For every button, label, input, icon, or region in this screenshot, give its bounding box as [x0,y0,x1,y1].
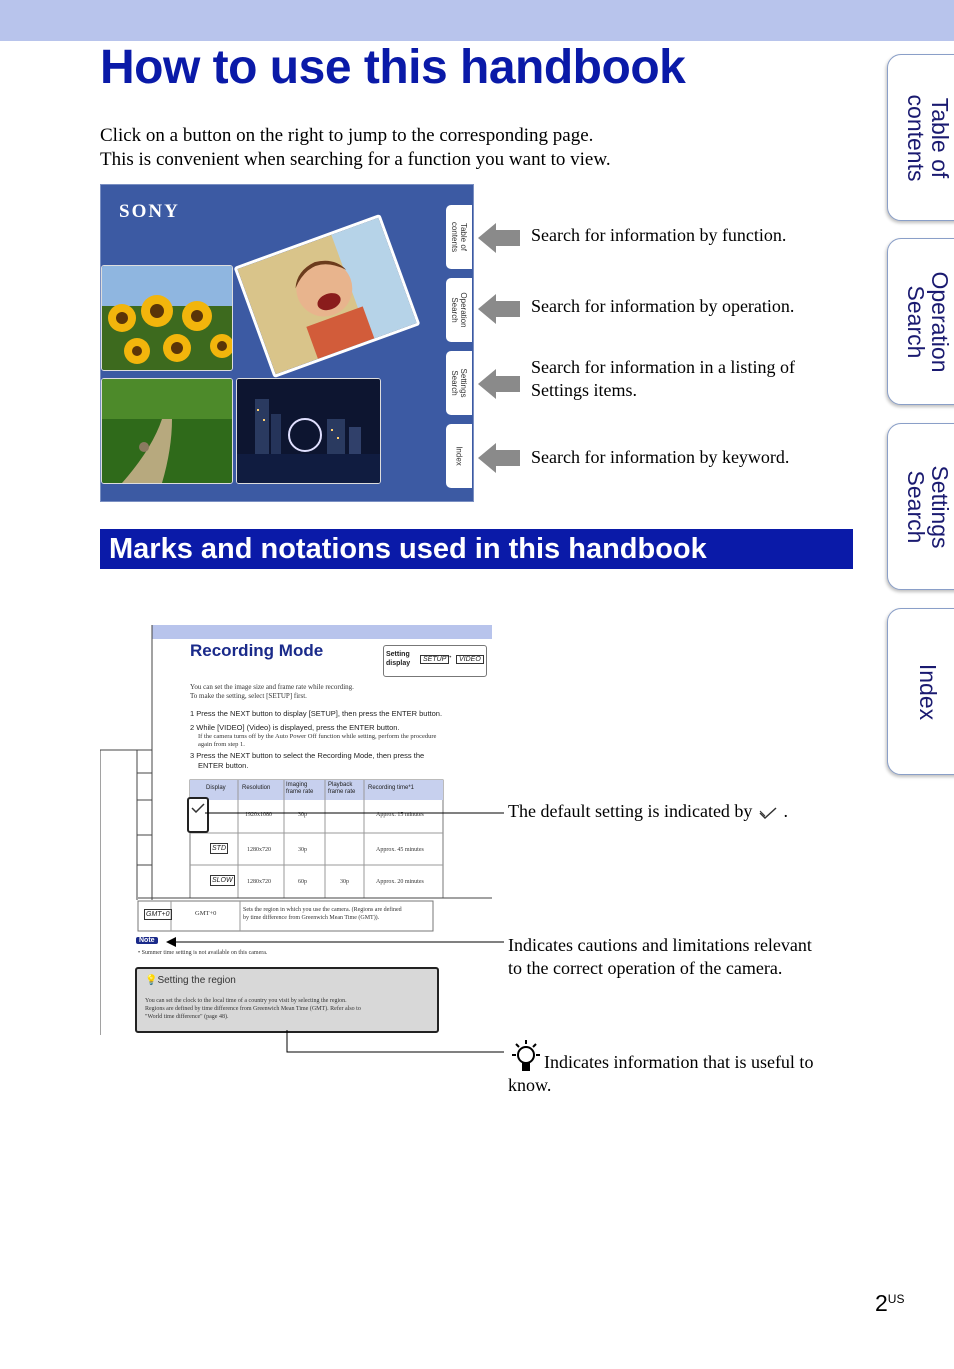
cover-tab-label: Operation Search [450,292,468,328]
sample-intro [190,683,354,701]
page-title: How to use this handbook [100,41,686,94]
description-line: Search for information by keyword. [531,447,790,467]
section-title: Marks and notations used in this handbook [109,533,707,565]
description-line: Search for information in a listing of [531,357,795,377]
setup-menu-icon: SETUP [420,655,449,664]
sample-intro-line: To make the setting, select [SETUP] first. [190,692,307,700]
tab-settings-search[interactable] [887,423,954,590]
arrow-description-operation [531,295,794,318]
sample-steps [190,709,442,771]
note-line: If the camera turns off by the Auto Power Off function while setting, perform the procedure [198,733,437,740]
description-line: Search for information by operation. [531,296,795,316]
intro-line-1: Click on a button on the right to jump to the corresponding page. [100,125,594,146]
std-mode-icon: STD [212,845,226,852]
tab-label: Operation Search [903,270,953,373]
callout-line: know. [508,1075,552,1095]
checkmark-icon [191,803,205,813]
step-3-cont: ENTER button. [198,761,249,770]
table-cell: Approx. 20 minutes [376,879,424,885]
top-bar [0,0,954,41]
step-2-note [190,733,442,749]
table-cell: Approx. 15 minutes [376,812,424,818]
intro-line-2: This is convenient when searching for a function you want to view. [100,149,611,170]
intro-text [100,124,611,172]
callout-text-end: . [783,801,788,821]
cover-tab-label: Table of contents [450,221,468,253]
tab-index[interactable] [887,608,954,775]
callout-useful-info [508,1038,813,1097]
arrow-description-keyword [531,446,789,469]
sample-intro-line: You can set the image size and frame rate while recording. [190,683,354,691]
table-header: Recording time*1 [368,785,415,791]
table-cell: 1920x1080 [245,812,272,818]
cover-tab-operation-search [446,278,472,342]
table-cell: 60p [298,879,307,885]
cover-tab-label: Index [454,446,464,466]
table-header: Imaging frame rate [286,782,314,795]
description-line: Settings items. [531,380,638,400]
handbook-cover-image [100,184,474,502]
tab-label: Index [915,663,941,720]
tip-line: Regions are defined by time difference from Greenwich Mean Time (GMT). Refer also to [145,1006,361,1012]
page-number-value: 2 [875,1290,888,1316]
lightbulb-icon [508,1038,544,1074]
arrow-description-function [531,224,786,247]
note-text: • Summer time setting is not available on this camera. [138,950,268,956]
tab-table-of-contents[interactable] [887,54,954,221]
tab-operation-search[interactable] [887,238,954,405]
tab-label: Settings Search [903,464,953,549]
gmt-value: GMT+0 [195,910,217,917]
step-3: 3 Press the NEXT button to select the Recording Mode, then press the [190,751,425,760]
left-arrow-icon [478,293,522,325]
step-1: 1 Press the NEXT button to display [SETUP], then press the ENTER button. [190,709,443,718]
lightbulb-icon: 💡 [145,975,158,986]
sample-page-illustration [100,625,492,1045]
sunflower-photo [101,265,233,371]
arrow-right-icon: → [444,650,453,660]
cover-tab-index [446,424,472,488]
gmt-desc-line: Sets the region in which you use the camera. (Regions are defined [243,907,402,913]
setting-display-label: Setting display [386,651,411,667]
arrow-description-settings [531,356,795,402]
table-cell: 30p [298,812,307,818]
callout-line: Indicates cautions and limitations relevant [508,935,812,955]
cover-tab-label: Settings Search [450,368,468,398]
tip-box [135,967,439,1033]
left-arrow-icon [478,442,522,474]
cover-tab-table-of-contents [446,205,472,269]
table-cell: 30p [298,847,307,853]
callout-default-setting [508,800,788,823]
callout-line: to the correct operation of the camera. [508,958,783,978]
table-cell: 1280x720 [247,847,271,853]
gmt-description [243,906,402,922]
table-header: Display [206,785,226,791]
callout-text: The default setting is indicated by [508,801,753,821]
step-2: 2 While [VIDEO] (Video) is displayed, press the ENTER button. [190,723,400,732]
cover-tab-settings-search [446,351,472,415]
sample-heading: Recording Mode [190,641,324,660]
callout-cautions [508,934,812,980]
page-number-suffix: US [887,1292,905,1306]
table-header: Playback frame rate [328,782,356,795]
tab-label: Table of contents [903,94,953,181]
table-header: Resolution [242,785,271,791]
page-number [875,1290,904,1317]
note-line: again from step 1. [198,741,245,748]
tip-line: You can set the clock to the local time of a country you visit by selecting the region. [145,998,347,1004]
sony-logo: SONY [119,201,180,222]
child-photo [234,214,421,378]
default-setting-highlight [187,797,209,833]
cat-path-photo [101,378,233,484]
checkmark-icon [759,807,777,819]
table-cell: 30p [340,879,349,885]
night-city-photo [236,378,381,484]
callout-line: Indicates information that is useful to [544,1052,814,1072]
table-cell: 1280x720 [247,879,271,885]
tip-title-row [145,975,236,986]
tip-text [145,997,361,1021]
left-arrow-icon [478,222,522,254]
setting-display-box [383,645,487,677]
left-arrow-icon [478,368,522,400]
slow-mode-icon: SLOW [212,877,233,884]
table-cell: Approx. 45 minutes [376,847,424,853]
note-badge: Note [136,937,158,944]
tip-title: Setting the region [157,975,236,986]
video-menu-icon: VIDEO [456,655,484,664]
description-line: Search for information by function. [531,225,787,245]
section-heading [100,529,853,569]
gmt-desc-line: by time difference from Greenwich Mean Time (GMT)). [243,915,380,921]
tip-line: "World time difference" (page 48). [145,1014,229,1020]
gmt-icon: GMT+0 [146,911,170,918]
